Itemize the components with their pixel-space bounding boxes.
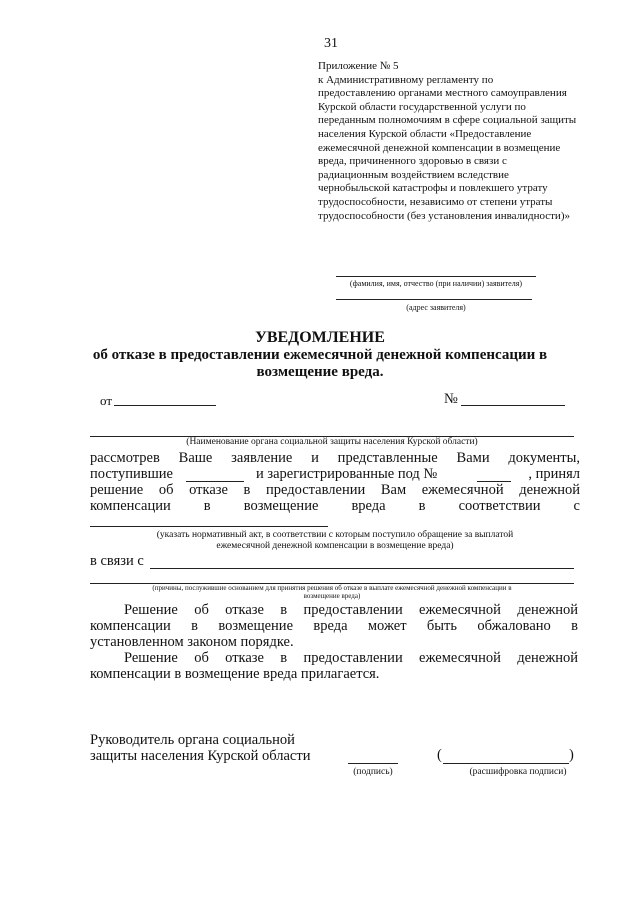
appendix-line: переданным полномочиям в сфере социальной защиты xyxy=(318,114,577,127)
decoding-open-paren: ( xyxy=(437,747,442,763)
date-line xyxy=(114,405,216,406)
appendix-line: вреда, причиненного здоровью в связи с xyxy=(318,155,507,168)
applicant-address-caption: (адрес заявителя) xyxy=(406,303,466,312)
normative-short-line xyxy=(90,526,328,527)
reasons-caption-line1: (причины, послужившие основанием для принятия решения об отказе в выплате ежемесячной денежной компенсации в xyxy=(152,584,512,592)
organ-caption: (Наименование органа социальной защиты населения Курской области) xyxy=(186,437,478,447)
attached-line-2: компенсации в возмещение вреда прилагается. xyxy=(90,666,380,682)
signature-line xyxy=(348,763,398,764)
appendix-line: Курской области государственной услуги по xyxy=(318,100,526,113)
body-line-2-a: поступившие xyxy=(90,466,173,482)
normative-caption-line1: (указать нормативный акт, в соответствии с которым поступило обращение за выплатой xyxy=(156,530,514,540)
document-subtitle-line2: возмещение вреда. xyxy=(256,364,384,380)
head-title-line2: защиты населения Курской области xyxy=(90,748,311,764)
head-title-line1: Руководитель органа социальной xyxy=(90,732,295,748)
decoding-caption: (расшифровка подписи) xyxy=(469,767,567,777)
appendix-line: чернобыльской катастрофы и повлекшего утрату xyxy=(318,182,548,195)
applicant-name-caption: (фамилия, имя, отчество (при наличии) заявителя) xyxy=(349,279,523,288)
from-label: от xyxy=(100,393,113,408)
signature-caption: (подпись) xyxy=(353,767,393,777)
normative-caption-line2: ежемесячной денежной компенсации в возмещение вреда) xyxy=(216,541,454,551)
body-line-2-c: , принял xyxy=(528,466,580,482)
body-line-2-b: и зарегистрированные под № xyxy=(256,466,438,482)
appendix-line: Приложение № 5 xyxy=(318,60,399,72)
attached-line-1: Решение об отказе в предоставлении ежемесячной денежной xyxy=(124,650,578,666)
decoding-line xyxy=(443,763,569,764)
document-subtitle-line1: об отказе в предоставлении ежемесячной денежной компенсации в xyxy=(92,347,548,363)
page-number: 31 xyxy=(324,36,338,51)
number-label: № xyxy=(444,391,458,407)
number-line xyxy=(461,405,565,406)
due-to-label: в связи с xyxy=(90,553,144,569)
appeal-line-2: компенсации в возмещение вреда может быть обжаловано в xyxy=(90,618,578,634)
body-line-1: рассмотрев Ваше заявление и представленные Вами документы, xyxy=(90,450,580,466)
reasons-caption-line2: возмещение вреда) xyxy=(303,592,361,600)
body-line-4: компенсации в возмещение вреда в соответствии с xyxy=(90,498,580,514)
appeal-line-3: установленном законом порядке. xyxy=(90,634,294,650)
appendix-line: радиационным воздействием вследствие xyxy=(318,168,509,181)
appendix-line: населения Курской области «Предоставление xyxy=(318,127,532,140)
due-to-line xyxy=(150,568,574,569)
applicant-name-line xyxy=(336,276,536,277)
appendix-line: предоставлению органами местного самоуправления xyxy=(318,87,567,100)
decoding-close-paren: ) xyxy=(569,747,574,763)
appeal-line-1: Решение об отказе в предоставлении ежемесячной денежной xyxy=(124,602,578,618)
appendix-line: трудоспособности, независимо от степени утраты xyxy=(318,195,553,208)
appendix-block xyxy=(318,60,602,223)
appendix-line: к Административному регламенту по xyxy=(318,73,494,86)
appendix-line: ежемесячной денежной компенсации в возмещение xyxy=(318,141,561,154)
applicant-address-line xyxy=(336,299,532,300)
document-title: УВЕДОМЛЕНИЕ xyxy=(255,329,385,346)
body-line-3: решение об отказе в предоставлении Вам ежемесячной денежной xyxy=(90,482,580,498)
appendix-line: трудоспособности (без установления инвалидности)» xyxy=(318,209,570,222)
